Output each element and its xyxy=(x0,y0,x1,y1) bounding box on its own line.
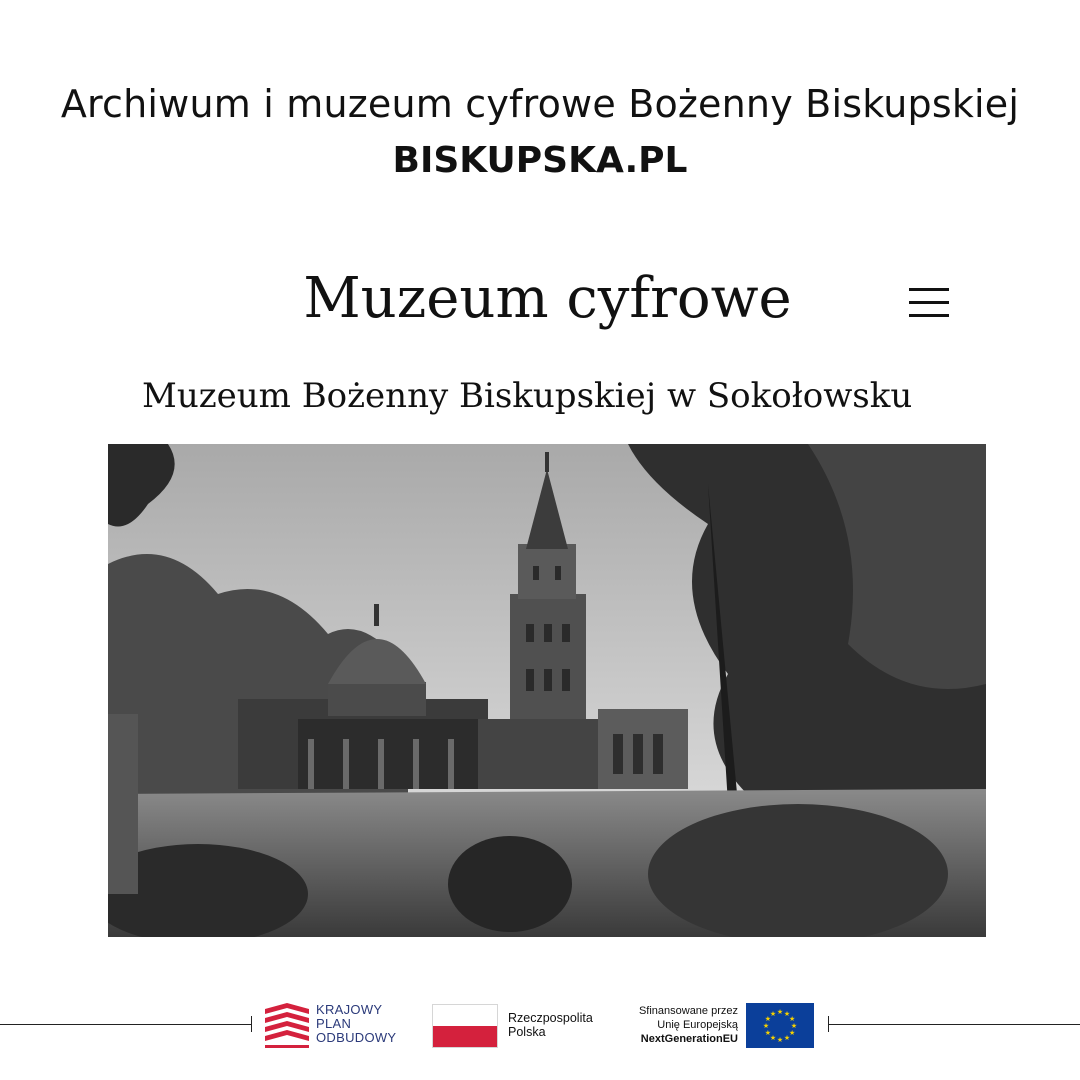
site-title[interactable]: Muzeum cyfrowe xyxy=(303,266,792,331)
eu-star: ★ xyxy=(776,1036,784,1044)
museum-photo-illustration xyxy=(108,444,986,937)
eu-star: ★ xyxy=(788,1015,796,1023)
museum-photo xyxy=(108,444,986,937)
header-site-name: BISKUPSKA.PL xyxy=(392,140,688,181)
footer-divider-right-end xyxy=(828,1016,829,1032)
eu-flag-icon xyxy=(746,1003,814,1048)
footer-divider-right xyxy=(828,1024,1080,1025)
rp-line1: Rzeczpospolita xyxy=(508,1011,593,1025)
eu-line1: Sfinansowane przez xyxy=(638,1005,738,1017)
eu-stars-icon xyxy=(746,1003,814,1048)
eu-funding-text xyxy=(610,1004,738,1046)
hamburger-icon xyxy=(909,288,949,291)
footer-divider-left xyxy=(0,1024,251,1025)
polish-flag-icon xyxy=(432,1004,498,1048)
article-subtitle: Muzeum Bożenny Biskupskiej w Sokołowsku xyxy=(142,376,913,416)
eu-star: ★ xyxy=(783,1034,791,1043)
kpo-line2: PLAN xyxy=(316,1016,352,1031)
eu-star: ★ xyxy=(764,1015,772,1023)
eu-line2: Unię Europejską xyxy=(657,1019,738,1031)
eu-star: ★ xyxy=(764,1029,772,1037)
eu-star: ★ xyxy=(790,1022,798,1030)
footer-divider-left-end xyxy=(251,1016,252,1032)
kpo-line3: ODBUDOWY xyxy=(316,1030,397,1045)
kpo-logo-icon xyxy=(265,1003,309,1048)
header-title: Archiwum i muzeum cyfrowe Bożenny Biskupskiej xyxy=(60,82,1020,126)
eu-star: ★ xyxy=(783,1009,791,1018)
rp-logo-text xyxy=(508,1011,593,1039)
kpo-line1: KRAJOWY xyxy=(316,1002,383,1017)
eu-star: ★ xyxy=(776,1008,784,1016)
kpo-logo-text xyxy=(316,1003,396,1045)
eu-star: ★ xyxy=(769,1009,777,1018)
rp-line2: Polska xyxy=(508,1025,546,1039)
eu-star: ★ xyxy=(762,1022,770,1030)
eu-star: ★ xyxy=(769,1034,777,1043)
hamburger-icon-bar xyxy=(909,301,949,304)
eu-line3: NextGenerationEU xyxy=(640,1033,738,1045)
hamburger-menu-button[interactable] xyxy=(906,284,950,320)
eu-star: ★ xyxy=(788,1029,796,1037)
hamburger-icon-bar xyxy=(909,314,949,317)
